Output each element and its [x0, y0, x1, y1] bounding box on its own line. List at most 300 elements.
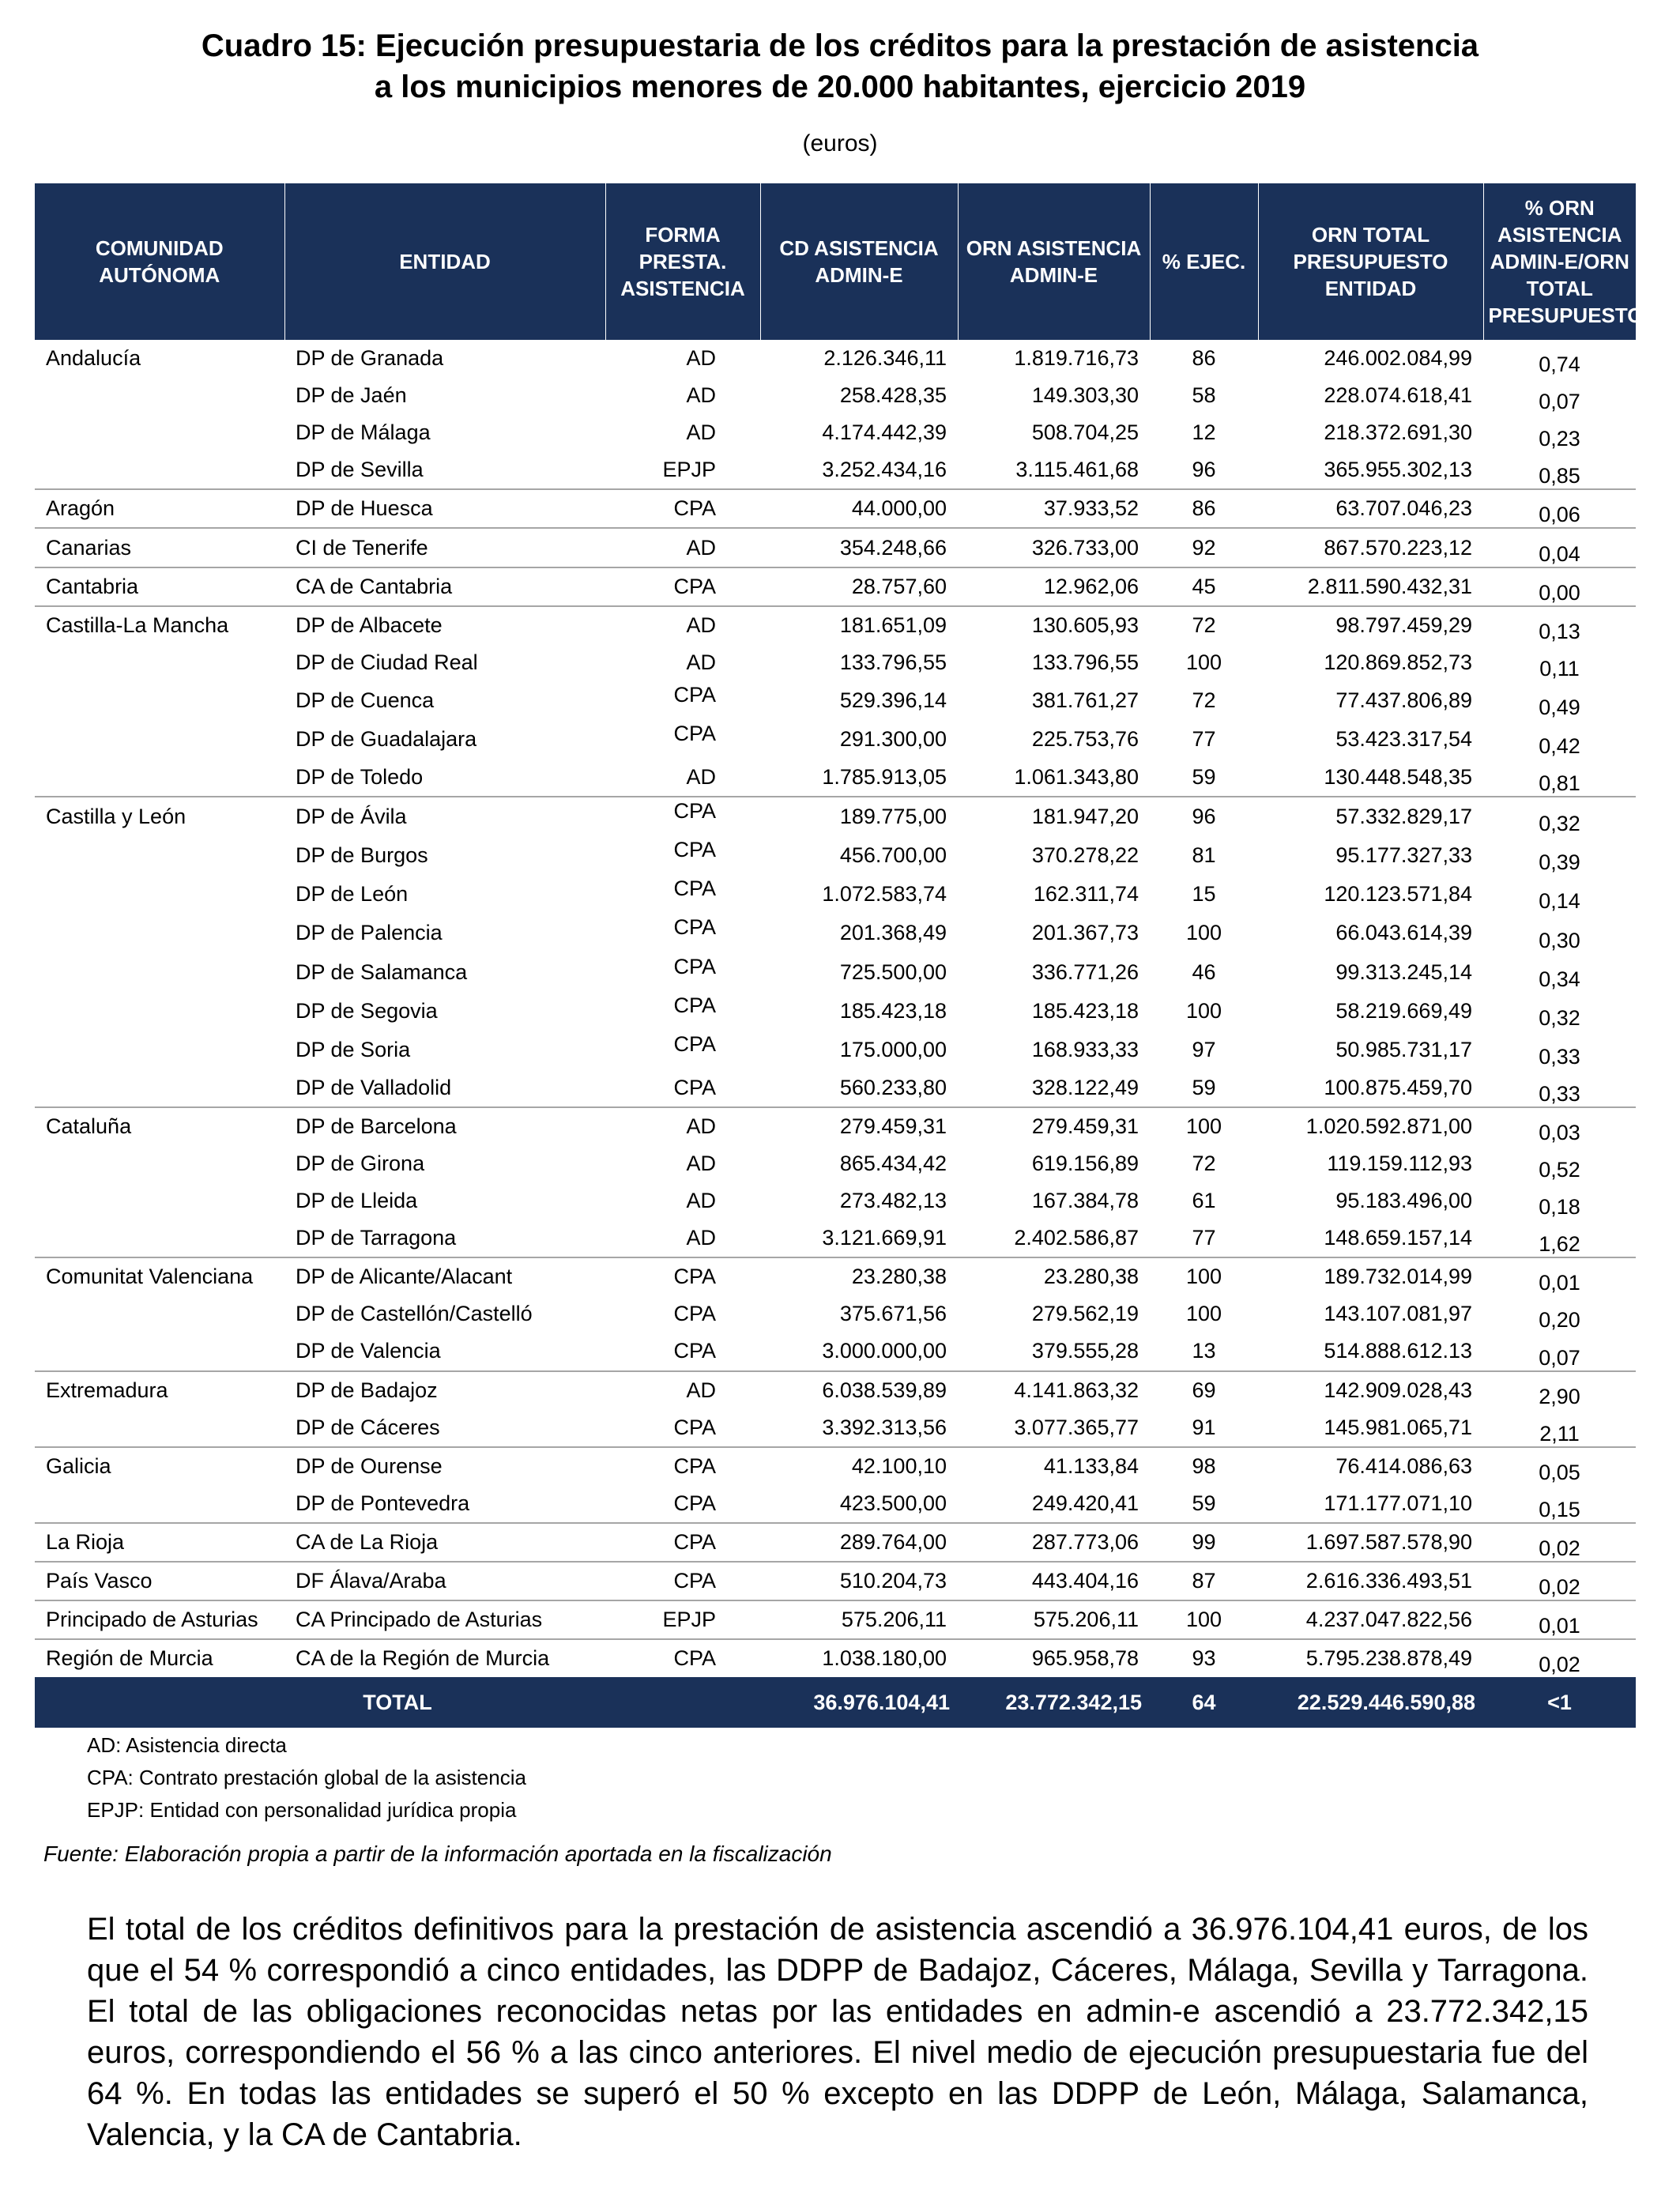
cell-pct: 1,62	[1539, 1232, 1580, 1257]
cell-forma: CPA	[673, 682, 716, 707]
cell-cd: 865.434,42	[839, 1152, 947, 1176]
cell-comunidad: País Vasco	[35, 1562, 284, 1600]
cell-forma: CPA	[605, 1639, 760, 1677]
cell-ejec: 13	[1192, 1339, 1216, 1363]
cell-orn-total: 143.107.081,97	[1324, 1302, 1472, 1326]
cell-ejec: 100	[1150, 1107, 1258, 1145]
cell-cd: 456.700,00	[839, 843, 947, 868]
cell-orn-total: 66.043.614,39	[1335, 921, 1472, 945]
cell-orn-total: 58.219.669,49	[1335, 998, 1472, 1023]
cell-entidad: DP de Ourense	[284, 1447, 605, 1485]
table-row	[35, 953, 1636, 992]
cell-comunidad	[35, 914, 284, 952]
cell-ejec: 100	[1185, 1302, 1222, 1326]
cell-forma: CPA	[605, 567, 760, 606]
cell-pct: 0,14	[1539, 889, 1580, 914]
table-row	[35, 567, 1636, 606]
cell-orn: 130.605,93	[958, 606, 1150, 644]
cell-orn-total: 95.177.327,33	[1335, 843, 1472, 868]
cell-orn: 508.704,25	[1031, 420, 1139, 445]
cell-ejec: 15	[1192, 882, 1216, 907]
cell-orn: 162.311,74	[1033, 882, 1139, 907]
cell-entidad: DP de Jaén	[296, 383, 407, 408]
cell-orn: 4.141.863,32	[958, 1371, 1150, 1409]
cell-cd: 181.651,09	[760, 606, 958, 644]
cell-forma: CPA	[673, 993, 716, 1017]
cell-orn: 185.423,18	[1031, 998, 1139, 1023]
cell-comunidad	[35, 875, 284, 914]
cell-entidad: DP de Ávila	[284, 797, 605, 836]
cell-pct: 0,11	[1539, 656, 1580, 680]
cell-comunidad	[35, 451, 284, 489]
cell-pct: 0,34	[1539, 967, 1580, 991]
legend-ad: AD: Asistencia directa	[87, 1733, 287, 1757]
cell-ejec: 100	[1185, 921, 1222, 945]
cell-pct: 0,74	[1539, 352, 1580, 377]
cell-pct: 2,11	[1539, 1421, 1580, 1446]
table-row	[35, 1220, 1636, 1257]
cell-orn-total: 100.875.459,70	[1324, 1075, 1472, 1099]
cell-entidad: DP de Lleida	[296, 1189, 418, 1213]
cell-pct: 0,07	[1539, 390, 1580, 414]
cell-comunidad	[35, 759, 284, 797]
cell-pct: 0,02	[1483, 1523, 1636, 1562]
table-row	[35, 1333, 1636, 1370]
cell-comunidad	[35, 1485, 284, 1523]
cell-comunidad: Extremadura	[35, 1371, 284, 1409]
cell-orn-total: 514.888.612.13	[1324, 1339, 1472, 1363]
cell-orn-total: 53.423.317,54	[1335, 726, 1472, 751]
cell-entidad: DP de Huesca	[284, 489, 605, 528]
cell-orn: 3.077.365,77	[1014, 1415, 1139, 1439]
cell-comunidad	[35, 1409, 284, 1447]
cell-cd: 279.459,31	[760, 1107, 958, 1145]
cell-orn: 168.933,33	[1031, 1037, 1139, 1061]
cell-comunidad: Comunitat Valenciana	[35, 1257, 284, 1295]
cell-comunidad: Principado de Asturias	[35, 1600, 284, 1639]
cell-ejec: 59	[1192, 1075, 1216, 1099]
cell-forma: CPA	[605, 1257, 760, 1295]
cell-cd: 1.038.180,00	[760, 1639, 958, 1677]
cell-orn: 167.384,78	[1031, 1189, 1139, 1213]
cell-comunidad	[35, 1220, 284, 1257]
table-body	[35, 340, 1636, 1677]
source-note	[43, 1842, 832, 1867]
cell-orn-total: 119.159.112,93	[1327, 1152, 1472, 1176]
table-row	[35, 1069, 1636, 1107]
cell-orn-total: 228.074.618,41	[1324, 383, 1472, 408]
cell-orn: 443.404,16	[958, 1562, 1150, 1600]
cell-comunidad: La Rioja	[35, 1523, 284, 1562]
cell-orn-total: 95.183.496,00	[1335, 1189, 1472, 1213]
cell-orn-total: 57.332.829,17	[1258, 797, 1483, 836]
cell-entidad: DP de Cáceres	[296, 1415, 440, 1439]
legend-epjp: EPJP: Entidad con personalidad jurídica propia	[87, 1798, 517, 1822]
table-row	[35, 914, 1636, 952]
header-orn: ORN ASISTENCIA ADMIN-E	[958, 183, 1150, 340]
cell-comunidad: Cantabria	[35, 567, 284, 606]
cell-pct: 0,01	[1483, 1257, 1636, 1295]
table-row	[35, 414, 1636, 451]
cell-entidad: DP de Badajoz	[284, 1371, 605, 1409]
cell-orn: 201.367,73	[1031, 921, 1139, 945]
cell-comunidad: Canarias	[35, 528, 284, 567]
cell-orn: 381.761,27	[1031, 688, 1139, 712]
cell-entidad: CA Principado de Asturias	[284, 1600, 605, 1639]
cell-orn: 965.958,78	[958, 1639, 1150, 1677]
cell-cd: 3.000.000,00	[822, 1339, 947, 1363]
header-entidad: ENTIDAD	[284, 183, 605, 340]
table-row	[35, 1371, 1636, 1409]
cell-entidad: DP de Segovia	[296, 998, 438, 1023]
total-orn-total: 22.529.446.590,88	[1258, 1677, 1483, 1728]
cell-pct: 0,32	[1539, 1005, 1580, 1030]
cell-forma: CPA	[605, 1523, 760, 1562]
cell-cd: 3.252.434,16	[822, 458, 947, 482]
source-text: : Elaboración propia a partir de la información aportada en la fiscalización	[112, 1842, 832, 1866]
legend	[87, 1729, 526, 1826]
cell-forma: CPA	[673, 1075, 716, 1099]
table-row	[35, 644, 1636, 681]
cell-cd: 273.482,13	[839, 1189, 947, 1213]
cell-cd: 725.500,00	[839, 959, 947, 984]
cell-ejec: 93	[1150, 1639, 1258, 1677]
table-row	[35, 1182, 1636, 1220]
cell-comunidad: Región de Murcia	[35, 1639, 284, 1677]
table-row	[35, 1447, 1636, 1485]
cell-cd: 3.392.313,56	[822, 1415, 947, 1439]
cell-forma: CPA	[673, 954, 716, 978]
cell-entidad: DP de Soria	[296, 1037, 411, 1061]
header-pct: % ORN ASISTENCIA ADMIN-E/ORN TOTAL PRESUPUESTO	[1483, 183, 1636, 340]
cell-orn: 3.115.461,68	[1015, 458, 1139, 482]
cell-orn: 328.122,49	[1031, 1075, 1139, 1099]
cell-entidad: DP de Albacete	[284, 606, 605, 644]
cell-ejec: 45	[1150, 567, 1258, 606]
cell-ejec: 58	[1192, 383, 1216, 408]
cell-entidad: DP de León	[296, 882, 409, 907]
cell-cd: 354.248,66	[760, 528, 958, 567]
cell-cd: 28.757,60	[760, 567, 958, 606]
table-row	[35, 1107, 1636, 1145]
cell-pct: 0,20	[1539, 1308, 1580, 1333]
cell-comunidad	[35, 644, 284, 681]
cell-orn-total: 63.707.046,23	[1258, 489, 1483, 528]
cell-comunidad	[35, 1182, 284, 1220]
table-row	[35, 340, 1636, 377]
cell-cd: 6.038.539,89	[760, 1371, 958, 1409]
cell-forma: CPA	[673, 721, 716, 745]
cell-orn: 1.061.343,80	[1014, 765, 1139, 790]
cell-ejec: 100	[1185, 650, 1222, 674]
cell-orn-total: 2.811.590.432,31	[1258, 567, 1483, 606]
cell-orn-total: 5.795.238.878,49	[1258, 1639, 1483, 1677]
table-row	[35, 681, 1636, 720]
cell-ejec: 81	[1192, 843, 1216, 868]
cell-cd: 3.121.669,91	[822, 1226, 947, 1250]
cell-comunidad	[35, 377, 284, 414]
cell-orn-total: 76.414.086,63	[1258, 1447, 1483, 1485]
cell-orn: 225.753,76	[1031, 726, 1139, 751]
cell-cd: 575.206,11	[760, 1600, 958, 1639]
cell-orn-total: 77.437.806,89	[1335, 688, 1472, 712]
cell-entidad: CI de Tenerife	[284, 528, 605, 567]
cell-pct: 0,07	[1539, 1345, 1580, 1370]
cell-pct: 0,39	[1539, 850, 1580, 875]
cell-entidad: CA de Cantabria	[284, 567, 605, 606]
cell-forma: AD	[686, 383, 716, 408]
table-row	[35, 797, 1636, 836]
table-row	[35, 1600, 1636, 1639]
cell-orn-total: 142.909.028,43	[1258, 1371, 1483, 1409]
cell-ejec: 69	[1150, 1371, 1258, 1409]
cell-cd: 185.423,18	[839, 998, 947, 1023]
cell-entidad: DP de Valladolid	[296, 1075, 452, 1099]
cell-ejec: 72	[1150, 606, 1258, 644]
cell-comunidad	[35, 953, 284, 992]
cell-orn: 249.420,41	[1031, 1491, 1139, 1515]
cell-forma: CPA	[605, 489, 760, 528]
total-label: TOTAL	[35, 1677, 760, 1728]
header-forma: FORMA PRESTA. ASISTENCIA	[605, 183, 760, 340]
cell-orn: 2.402.586,87	[1014, 1226, 1139, 1250]
title-line-2: a los municipios menores de 20.000 habitantes, ejercicio 2019	[374, 70, 1306, 104]
cell-orn: 181.947,20	[958, 797, 1150, 836]
table-row	[35, 1523, 1636, 1562]
cell-comunidad: Castilla y León	[35, 797, 284, 836]
table-header-row	[35, 183, 1636, 340]
cell-pct: 0,33	[1539, 1081, 1580, 1106]
table-row	[35, 1145, 1636, 1182]
cell-ejec: 72	[1192, 688, 1216, 712]
cell-ejec: 100	[1150, 1600, 1258, 1639]
cell-cd: 2.126.346,11	[823, 346, 947, 371]
cell-orn-total: 98.797.459,29	[1258, 606, 1483, 644]
cell-pct: 0,15	[1539, 1497, 1580, 1521]
cell-orn: 287.773,06	[958, 1523, 1150, 1562]
table-row	[35, 1562, 1636, 1600]
cell-cd: 423.500,00	[839, 1491, 947, 1515]
cell-orn: 41.133,84	[958, 1447, 1150, 1485]
cell-entidad: DP de Pontevedra	[296, 1491, 470, 1515]
cell-orn-total: 365.955.302,13	[1324, 458, 1472, 482]
cell-orn: 1.819.716,73	[1014, 346, 1139, 371]
table-title	[0, 25, 1680, 107]
cell-comunidad: Andalucía	[46, 346, 141, 371]
cell-comunidad	[35, 1145, 284, 1182]
cell-cd: 133.796,55	[839, 650, 947, 674]
cell-forma: AD	[605, 1107, 760, 1145]
cell-ejec: 96	[1192, 458, 1216, 482]
cell-orn: 336.771,26	[1031, 959, 1139, 984]
cell-forma: CPA	[673, 1031, 716, 1056]
body-paragraph: El total de los créditos definitivos para la prestación de asistencia ascendió a 36.976.104,41 euros, de los que el 54 % correspondió a cinco entidades, las DDPP de Badajoz, Cáceres, Málaga, Sevilla y Tarragona. El total de las obligaciones reconocidas netas por las entidades en admin-e ascendió a 23.772.342,15 euros, correspondiendo el 56 % a las cinco anteriores. El nivel medio de ejecución presupuestaria fue del 64 %. En todas las entidades se superó el 50 % excepto en las DDPP de León, Málaga, Salamanca, Valencia, y la CA de Cantabria.	[87, 1912, 1588, 2152]
cell-forma: CPA	[605, 1447, 760, 1485]
table-row	[35, 1257, 1636, 1295]
cell-orn: 149.303,30	[1031, 383, 1139, 408]
cell-comunidad: Cataluña	[35, 1107, 284, 1145]
table-row	[35, 451, 1636, 489]
cell-cd: 42.100,10	[760, 1447, 958, 1485]
cell-orn-total: 120.123.571,84	[1324, 882, 1472, 907]
cell-forma: CPA	[673, 1302, 716, 1326]
budget-table	[35, 183, 1644, 1728]
cell-forma: AD	[605, 528, 760, 567]
cell-cd: 510.204,73	[760, 1562, 958, 1600]
cell-entidad: DP de Ciudad Real	[296, 650, 478, 674]
cell-entidad: DP de Cuenca	[296, 688, 435, 712]
cell-comunidad	[35, 681, 284, 720]
cell-forma: AD	[605, 1371, 760, 1409]
cell-pct: 0,81	[1539, 771, 1580, 796]
cell-cd: 529.396,14	[839, 688, 947, 712]
cell-orn-total: 867.570.223,12	[1258, 528, 1483, 567]
cell-forma: AD	[686, 420, 716, 445]
cell-entidad: DP de Barcelona	[284, 1107, 605, 1145]
cell-cd: 44.000,00	[760, 489, 958, 528]
cell-forma: EPJP	[605, 1600, 760, 1639]
cell-comunidad	[35, 992, 284, 1031]
cell-pct: 0,02	[1483, 1639, 1636, 1677]
cell-pct: 0,42	[1539, 734, 1580, 759]
total-row	[35, 1677, 1636, 1728]
cell-pct: 0,23	[1539, 427, 1580, 451]
cell-ejec: 96	[1150, 797, 1258, 836]
cell-forma: AD	[605, 606, 760, 644]
cell-cd: 4.174.442,39	[822, 420, 947, 445]
header-orn-total: ORN TOTAL PRESUPUESTO ENTIDAD	[1258, 183, 1483, 340]
cell-ejec: 12	[1192, 420, 1216, 445]
cell-comunidad: Aragón	[35, 489, 284, 528]
table-row	[35, 1485, 1636, 1523]
cell-orn-total: 50.985.731,17	[1335, 1037, 1472, 1061]
cell-ejec: 100	[1150, 1257, 1258, 1295]
cell-comunidad: Galicia	[35, 1447, 284, 1485]
cell-entidad: DP de Sevilla	[296, 458, 424, 482]
cell-forma: CPA	[605, 1562, 760, 1600]
cell-pct: 0,00	[1483, 567, 1636, 606]
cell-entidad: DP de Tarragona	[296, 1226, 457, 1250]
table-row	[35, 836, 1636, 875]
cell-ejec: 72	[1192, 1152, 1216, 1176]
cell-forma: CPA	[673, 1339, 716, 1363]
cell-ejec: 87	[1150, 1562, 1258, 1600]
cell-cd: 560.233,80	[839, 1075, 947, 1099]
cell-ejec: 77	[1192, 1226, 1216, 1250]
cell-ejec: 86	[1192, 346, 1216, 371]
cell-ejec: 86	[1150, 489, 1258, 528]
table-row	[35, 528, 1636, 567]
cell-cd: 23.280,38	[760, 1257, 958, 1295]
cell-orn-total: 1.020.592.871,00	[1258, 1107, 1483, 1145]
total-pct: <1	[1483, 1677, 1636, 1728]
source-label: Fuente	[43, 1842, 113, 1866]
cell-ejec: 92	[1150, 528, 1258, 567]
cell-pct: 0,85	[1539, 464, 1580, 488]
cell-comunidad	[35, 1333, 284, 1370]
cell-forma: CPA	[673, 876, 716, 901]
cell-entidad: CA de la Región de Murcia	[284, 1639, 605, 1677]
header-ejec: % EJEC.	[1150, 183, 1258, 340]
cell-forma: AD	[686, 346, 716, 371]
cell-forma: AD	[686, 1189, 716, 1213]
table-row	[35, 1639, 1636, 1677]
cell-pct: 0,02	[1483, 1562, 1636, 1600]
total-ejec: 64	[1150, 1677, 1258, 1728]
cell-comunidad	[35, 1069, 284, 1107]
cell-cd: 175.000,00	[839, 1037, 947, 1061]
table-row	[35, 875, 1636, 914]
cell-entidad: DP de Castellón/Castelló	[296, 1302, 533, 1326]
cell-orn-total: 171.177.071,10	[1324, 1491, 1472, 1515]
cell-orn: 575.206,11	[958, 1600, 1150, 1639]
cell-pct: 0,32	[1483, 797, 1636, 836]
cell-orn: 12.962,06	[958, 567, 1150, 606]
cell-orn-total: 120.869.852,73	[1324, 650, 1472, 674]
cell-cd: 375.671,56	[839, 1302, 947, 1326]
cell-forma: AD	[686, 650, 716, 674]
cell-entidad: DP de Girona	[296, 1152, 425, 1176]
cell-pct: 0,04	[1483, 528, 1636, 567]
table-row	[35, 377, 1636, 414]
cell-ejec: 77	[1192, 726, 1216, 751]
units-label: (euros)	[802, 130, 878, 156]
cell-orn: 326.733,00	[958, 528, 1150, 567]
table-row	[35, 720, 1636, 759]
cell-cd: 291.300,00	[839, 726, 947, 751]
cell-comunidad	[35, 720, 284, 759]
cell-ejec: 46	[1192, 959, 1216, 984]
cell-entidad: DP de Málaga	[296, 420, 431, 445]
cell-entidad: DP de Guadalajara	[296, 726, 477, 751]
cell-pct: 2,90	[1483, 1371, 1636, 1409]
cell-orn: 379.555,28	[1031, 1339, 1139, 1363]
header-cd: CD ASISTENCIA ADMIN-E	[760, 183, 958, 340]
cell-entidad: DP de Toledo	[296, 765, 424, 790]
cell-ejec: 91	[1192, 1415, 1216, 1439]
cell-orn-total: 1.697.587.578,90	[1258, 1523, 1483, 1562]
cell-comunidad	[35, 1031, 284, 1069]
cell-ejec: 59	[1192, 1491, 1216, 1515]
cell-orn: 370.278,22	[1031, 843, 1139, 868]
title-line-1: Cuadro 15: Ejecución presupuestaria de los créditos para la prestación de asistencia	[201, 28, 1479, 63]
cell-orn-total: 99.313.245,14	[1335, 959, 1472, 984]
cell-entidad: DP de Burgos	[296, 843, 428, 868]
cell-orn: 133.796,55	[1031, 650, 1139, 674]
cell-orn: 279.562,19	[1031, 1302, 1139, 1326]
cell-pct: 0,06	[1483, 489, 1636, 528]
cell-cd: 289.764,00	[760, 1523, 958, 1562]
cell-orn-total: 145.981.065,71	[1324, 1415, 1472, 1439]
cell-entidad: DP de Alicante/Alacant	[284, 1257, 605, 1295]
cell-comunidad	[35, 1295, 284, 1333]
cell-orn-total: 4.237.047.822,56	[1258, 1600, 1483, 1639]
cell-orn-total: 2.616.336.493,51	[1258, 1562, 1483, 1600]
cell-forma: CPA	[673, 838, 716, 862]
cell-forma: CPA	[673, 1415, 716, 1439]
cell-pct: 0,18	[1539, 1195, 1580, 1220]
total-cd: 36.976.104,41	[760, 1677, 958, 1728]
cell-orn: 279.459,31	[958, 1107, 1150, 1145]
cell-entidad: DP de Palencia	[296, 921, 443, 945]
cell-pct: 0,03	[1483, 1107, 1636, 1145]
cell-forma: CPA	[605, 797, 760, 836]
cell-orn: 619.156,89	[1031, 1152, 1139, 1176]
table-row	[35, 1031, 1636, 1069]
legend-cpa: CPA: Contrato prestación global de la asistencia	[87, 1766, 526, 1789]
cell-orn-total: 148.659.157,14	[1324, 1226, 1472, 1250]
cell-pct: 0,30	[1539, 928, 1580, 952]
